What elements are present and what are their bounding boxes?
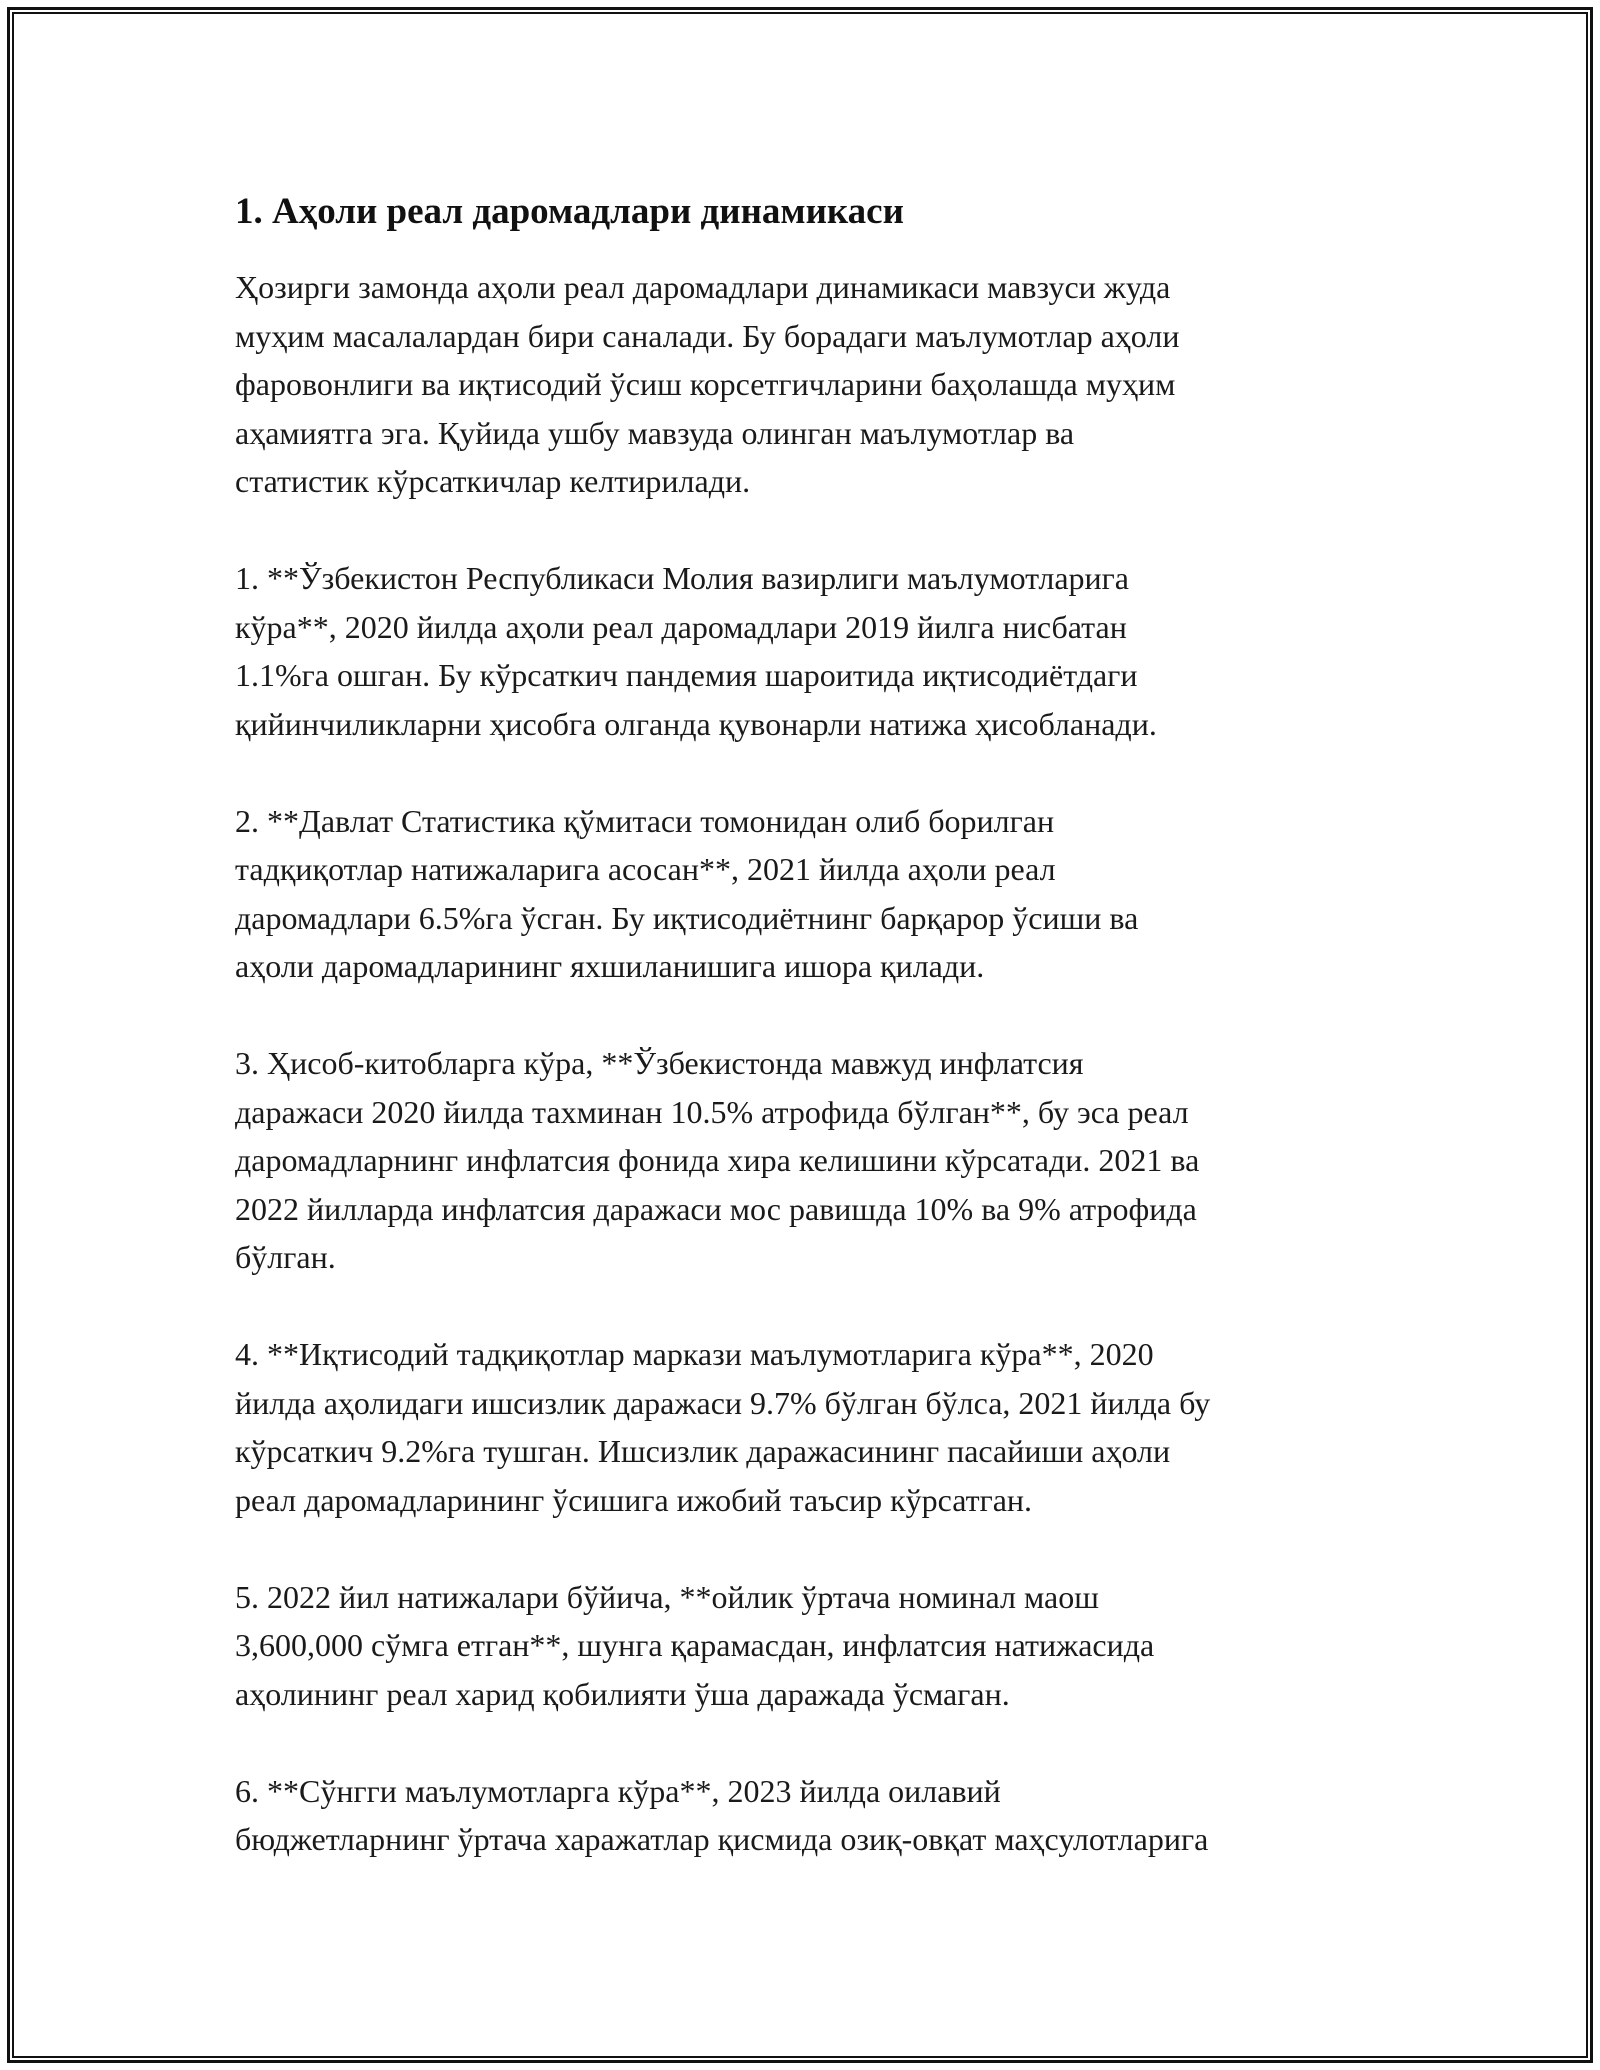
text-line: қийинчиликларни ҳисобга олганда қувонарли натижа ҳисобланади. <box>235 705 1157 742</box>
text-line: тадқиқотлар натижаларига асосан**, 2021 йилда аҳоли реал <box>235 851 1056 887</box>
text-line: аҳоли даромадларининг яхшиланишига ишора қилади. <box>235 948 985 984</box>
text-line: 5. 2022 йил натижалари бўйича, **ойлик ўртача номинал маош <box>235 1578 1099 1615</box>
text-line: даромадларнинг инфлатсия фонида хира келишини кўрсатади. 2021 ва <box>235 1142 1200 1178</box>
text-line: йилда аҳолидаги ишсизлик даражаси 9.7% бўлган бўлса, 2021 йилда бу <box>235 1384 1211 1421</box>
text-line: 4. **Иқтисодий тадқиқотлар маркази маълумотларига кўра**, 2020 <box>235 1336 1154 1372</box>
text-line: 2022 йилларда инфлатсия даражаси мос равишда 10% ва 9% атрофида <box>235 1190 1197 1227</box>
text-line: аҳолининг реал харид қобилияти ўша даражада ўсмаган. <box>235 1675 1010 1712</box>
text-line: бўлган. <box>235 1239 336 1275</box>
text-line: 3. Ҳисоб-китобларга кўра, **Ўзбекистонда мавжуд инфлатсия <box>235 1045 1084 1081</box>
text-line: даражаси 2020 йилда тахминан 10.5% атрофида бўлган**, бу эса реал <box>235 1093 1189 1130</box>
text-line: 3,600,000 сўмга етган**, шунга қарамасдан, инфлатсия натижасида <box>235 1627 1155 1663</box>
text-line: статистик кўрсаткичлар келтирилади. <box>235 463 751 499</box>
list-item-5 <box>235 1573 1385 1719</box>
list-item-4 <box>235 1330 1385 1524</box>
list-item-3 <box>235 1039 1385 1282</box>
section-heading: 1. Аҳоли реал даромадлари динамикаси <box>235 191 904 232</box>
text-line: кўрсаткич 9.2%га тушган. Ишсизлик даражасининг пасайиши аҳоли <box>235 1433 1171 1469</box>
list-item-1 <box>235 554 1385 748</box>
text-line: кўра**, 2020 йилда аҳоли реал даромадлари 2019 йилга нисбатан <box>235 608 1127 645</box>
text-line: 1. **Ўзбекистон Республикаси Молия вазирлиги маълумотларига <box>235 560 1129 596</box>
text-line: даромадлари 6.5%га ўсган. Бу иқтисодиётнинг барқарор ўсиши ва <box>235 899 1139 936</box>
text-line: реал даромадларининг ўсишига ижобий таъсир кўрсатган. <box>235 1481 1033 1518</box>
list-item-6 <box>235 1767 1385 1864</box>
text-line: Ҳозирги замонда аҳоли реал даромадлари динамикаси мавзуси жуда <box>235 269 1171 305</box>
text-line: 6. **Сўнгги маълумотларга кўра**, 2023 йилда оилавий <box>235 1772 1001 1809</box>
intro-paragraph <box>235 263 1385 506</box>
text-line: муҳим масалалардан бири саналади. Бу борадаги маълумотлар аҳоли <box>235 317 1180 354</box>
text-line: 1.1%га ошган. Бу кўрсаткич пандемия шароитида иқтисодиётдаги <box>235 657 1138 693</box>
text-line: 2. **Давлат Статистика қўмитаси томонидан олиб борилган <box>235 802 1055 839</box>
text-line: фаровонлиги ва иқтисодий ўсиш корсетгичларини баҳолашда муҳим <box>235 366 1176 402</box>
text-line: аҳамиятга эга. Қуйида ушбу мавзуда олинган маълумотлар ва <box>235 414 1075 451</box>
document-body <box>235 186 1385 1912</box>
list-item-2 <box>235 797 1385 991</box>
text-line: бюджетларнинг ўртача харажатлар қисмида озиқ-овқат маҳсулотларига <box>235 1821 1209 1857</box>
